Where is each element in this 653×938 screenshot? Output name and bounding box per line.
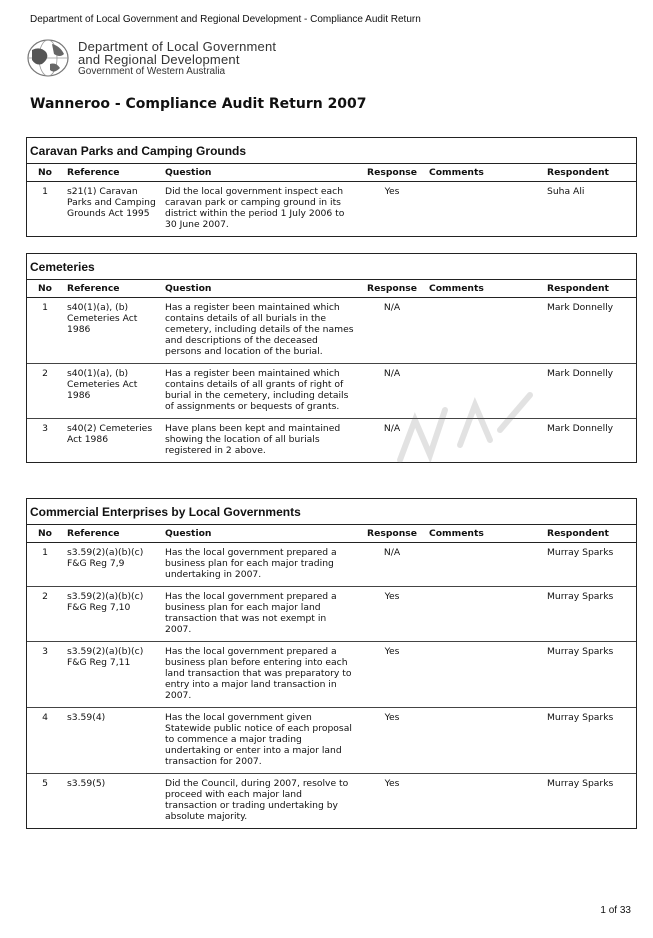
cell-no: 2 — [27, 587, 63, 642]
section-title: Cemeteries — [27, 254, 636, 280]
cell-reference: s3.59(2)(a)(b)(c) F&G Reg 7,10 — [63, 587, 161, 642]
cell-reference: s21(1) Caravan Parks and Camping Grounds Act 1995 — [67, 186, 156, 219]
cell-no: 1 — [27, 543, 63, 587]
col-question: Question — [161, 280, 359, 298]
cell-no: 2 — [27, 364, 63, 419]
col-comments: Comments — [425, 280, 543, 298]
cell-comments — [425, 774, 543, 829]
cell-question: Did the local government inspect each caravan park or camping ground in its district within the period 1 July 2006 to 30 June 2007. — [165, 186, 345, 230]
table-row — [27, 298, 636, 364]
cell-question: Have plans been kept and maintained showing the location of all burials registered in 2 above. — [165, 423, 341, 456]
cell-question: Has a register been maintained which contains details of all grants of right of burial in the cemetery, including details of assignments or bequests of grants. — [161, 364, 359, 419]
cell-question: Has the local government prepared a business plan for each major trading undertaking in 2007. — [161, 543, 359, 587]
cell-reference: s3.59(5) — [67, 778, 106, 789]
department-line-3: Government of Western Australia — [78, 66, 226, 77]
cell-response: Yes — [384, 186, 400, 197]
cell-reference: s40(1)(a), (b) Cemeteries Act 1986 — [63, 298, 161, 364]
cell-no: 3 — [27, 642, 63, 708]
cell-response: Yes — [359, 708, 425, 774]
col-no: No — [27, 280, 63, 298]
cell-response: N/A — [359, 543, 425, 587]
cell-response: N/A — [383, 423, 401, 434]
cell-reference: s3.59(2)(a)(b)(c) F&G Reg 7,9 — [63, 543, 161, 587]
table-row — [27, 543, 636, 587]
cell-respondent: Mark Donnelly — [543, 364, 636, 419]
table-row — [27, 587, 636, 642]
department-line-1: Department of Local Government — [78, 39, 277, 54]
cell-respondent: Mark Donnelly — [547, 423, 614, 434]
section-title: Commercial Enterprises by Local Governments — [27, 499, 636, 525]
cell-response: N/A — [359, 298, 425, 364]
table-header-row — [27, 525, 636, 543]
cell-reference: s40(1)(a), (b) Cemeteries Act 1986 — [63, 364, 161, 419]
col-comments: Comments — [425, 164, 543, 182]
table-header-row — [27, 164, 636, 182]
cell-respondent: Mark Donnelly — [543, 298, 636, 364]
col-response: Response — [359, 280, 425, 298]
cell-question: Did the Council, during 2007, resolve to proceed with each major land transaction or trading undertaking by absolute majority. — [165, 778, 349, 822]
page-number: 1 of 33 — [600, 905, 631, 916]
cell-response: Yes — [359, 642, 425, 708]
cell-reference: s3.59(2)(a)(b)(c) F&G Reg 7,11 — [63, 642, 161, 708]
cell-no: 3 — [42, 423, 48, 434]
col-no: No — [27, 164, 63, 182]
cell-respondent: Suha Ali — [547, 186, 585, 197]
col-question: Question — [161, 164, 359, 182]
cell-reference: s40(2) Cemeteries Act 1986 — [67, 423, 153, 445]
cell-response: N/A — [359, 364, 425, 419]
cell-comments — [425, 182, 543, 237]
col-no: No — [27, 525, 63, 543]
col-comments: Comments — [425, 525, 543, 543]
table-row — [27, 708, 636, 774]
table-row — [27, 642, 636, 708]
department-line-2: and Regional Development — [78, 52, 240, 67]
cell-no: 4 — [27, 708, 63, 774]
cell-respondent: Murray Sparks — [543, 543, 636, 587]
col-question: Question — [161, 525, 359, 543]
section-caravan-parks — [26, 137, 637, 237]
col-response: Response — [359, 164, 425, 182]
department-name — [78, 40, 276, 78]
compliance-table — [27, 525, 636, 828]
col-reference: Reference — [63, 525, 161, 543]
cell-comments — [425, 587, 543, 642]
col-respondent: Respondent — [543, 164, 636, 182]
page-title: Wanneroo - Compliance Audit Return 2007 — [30, 96, 367, 112]
faint-stamp-watermark-icon — [380, 370, 550, 480]
section-commercial-enterprises — [26, 498, 637, 829]
cell-no: 1 — [27, 298, 63, 364]
col-reference: Reference — [63, 164, 161, 182]
cell-comments — [425, 708, 543, 774]
table-row — [27, 182, 636, 237]
cell-comments — [425, 298, 543, 364]
cell-respondent: Murray Sparks — [547, 778, 614, 789]
running-header: Department of Local Government and Regional Development - Compliance Audit Return — [30, 14, 421, 25]
cell-no: 5 — [42, 778, 48, 789]
col-reference: Reference — [63, 280, 161, 298]
cell-comments — [425, 543, 543, 587]
col-respondent: Respondent — [543, 280, 636, 298]
col-response: Response — [359, 525, 425, 543]
cell-question: Has a register been maintained which contains details of all burials in the cemetery, including details of the names and descriptions of the deceased persons and location of the burial. — [161, 298, 359, 364]
cell-response: Yes — [384, 778, 400, 789]
cell-respondent: Murray Sparks — [543, 587, 636, 642]
cell-respondent: Murray Sparks — [543, 642, 636, 708]
table-header-row — [27, 280, 636, 298]
cell-question: Has the local government given Statewide public notice of each proposal to commence a major trading undertaking or enter into a major land transaction for 2007. — [161, 708, 359, 774]
department-logo-icon — [26, 36, 72, 78]
cell-comments — [425, 642, 543, 708]
table-row — [27, 774, 636, 829]
cell-reference: s3.59(4) — [63, 708, 161, 774]
cell-question: Has the local government prepared a business plan for each major land transaction that was not exempt in 2007. — [161, 587, 359, 642]
cell-response: Yes — [359, 587, 425, 642]
cell-respondent: Murray Sparks — [543, 708, 636, 774]
section-title: Caravan Parks and Camping Grounds — [27, 138, 636, 164]
cell-no: 1 — [42, 186, 48, 197]
cell-question: Has the local government prepared a business plan before entering into each land transaction that was preparatory to entry into a major land transaction in 2007. — [161, 642, 359, 708]
col-respondent: Respondent — [543, 525, 636, 543]
compliance-table — [27, 164, 636, 236]
